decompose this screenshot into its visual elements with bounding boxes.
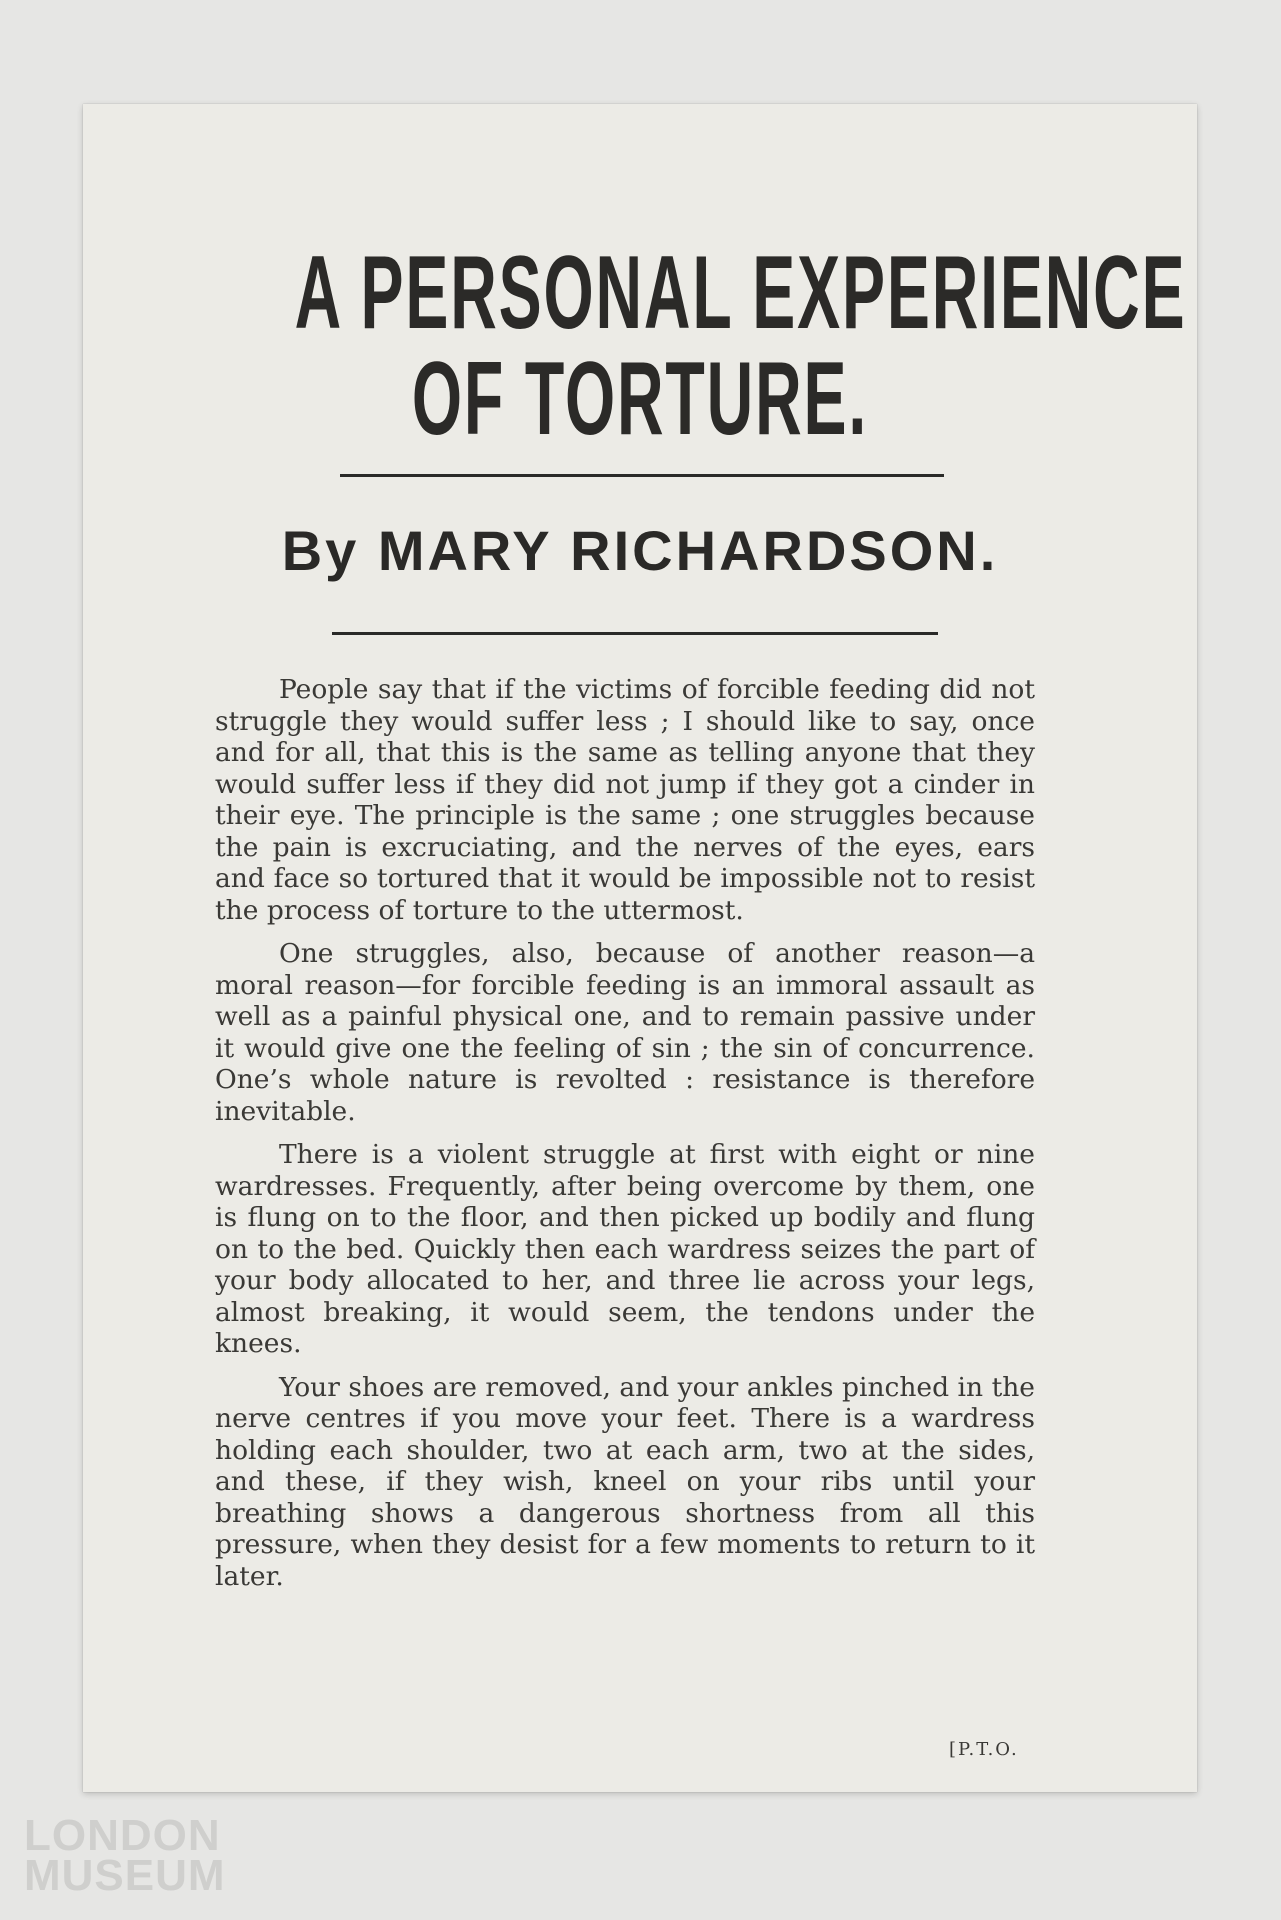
title-line-2: OF TORTURE. [411, 341, 869, 457]
paragraph-4: Your shoes are removed, and your ankles pinched in the nerve centres if you move your feet. There is a wardress holding each shoulder, two at each arm, two at the sides, and these, if they wish, kneel on your ribs until your breathing shows a dangerous shortness from all this pressure, when they desist for a few moments to return to it later. [215, 1371, 1035, 1592]
paragraph-2: One struggles, also, because of another reason—a moral reason—for forcible feeding is an immoral assault as well as a painful physical one, and to remain passive under it would give one the feeling of sin ; the sin of concurrence. One’s whole nature is revolted : resistance is therefore inevitable. [215, 938, 1035, 1127]
paragraph-3: There is a violent struggle at first with eight or nine wardresses. Frequently, after being overcome by them, one is flung on to the floor, and then picked up bodily and flung on to the bed. Quickly then each wardress seizes the part of your body allocated to her, and three lie across your legs, almost breaking, it would seem, the tendons under the knees. [215, 1139, 1035, 1359]
divider-bottom [332, 632, 938, 635]
watermark-line-1: LONDON [24, 1811, 221, 1860]
body-text [215, 674, 1035, 1604]
divider-top [340, 474, 944, 477]
pto-note: [P.T.O. [949, 1739, 1019, 1760]
byline: By MARY RICHARDSON. [281, 519, 999, 582]
leaflet-page [83, 104, 1197, 1792]
title-line-1: A PERSONAL EXPERIENCE [294, 235, 1187, 351]
museum-watermark [24, 1811, 226, 1900]
watermark-line-2: MUSEUM [24, 1851, 226, 1900]
paragraph-1: People say that if the victims of forcible feeding did not struggle they would suffer less ; I should like to say, once and for all, that this is the same as telling anyone that they would suffer less if they did not jump if they got a cinder in their eye. The principle is the same ; one struggles because the pain is excruciating, and the nerves of the eyes, ears and face so tortured that it would be impossible not to resist the process of torture to the uttermost. [215, 674, 1035, 926]
